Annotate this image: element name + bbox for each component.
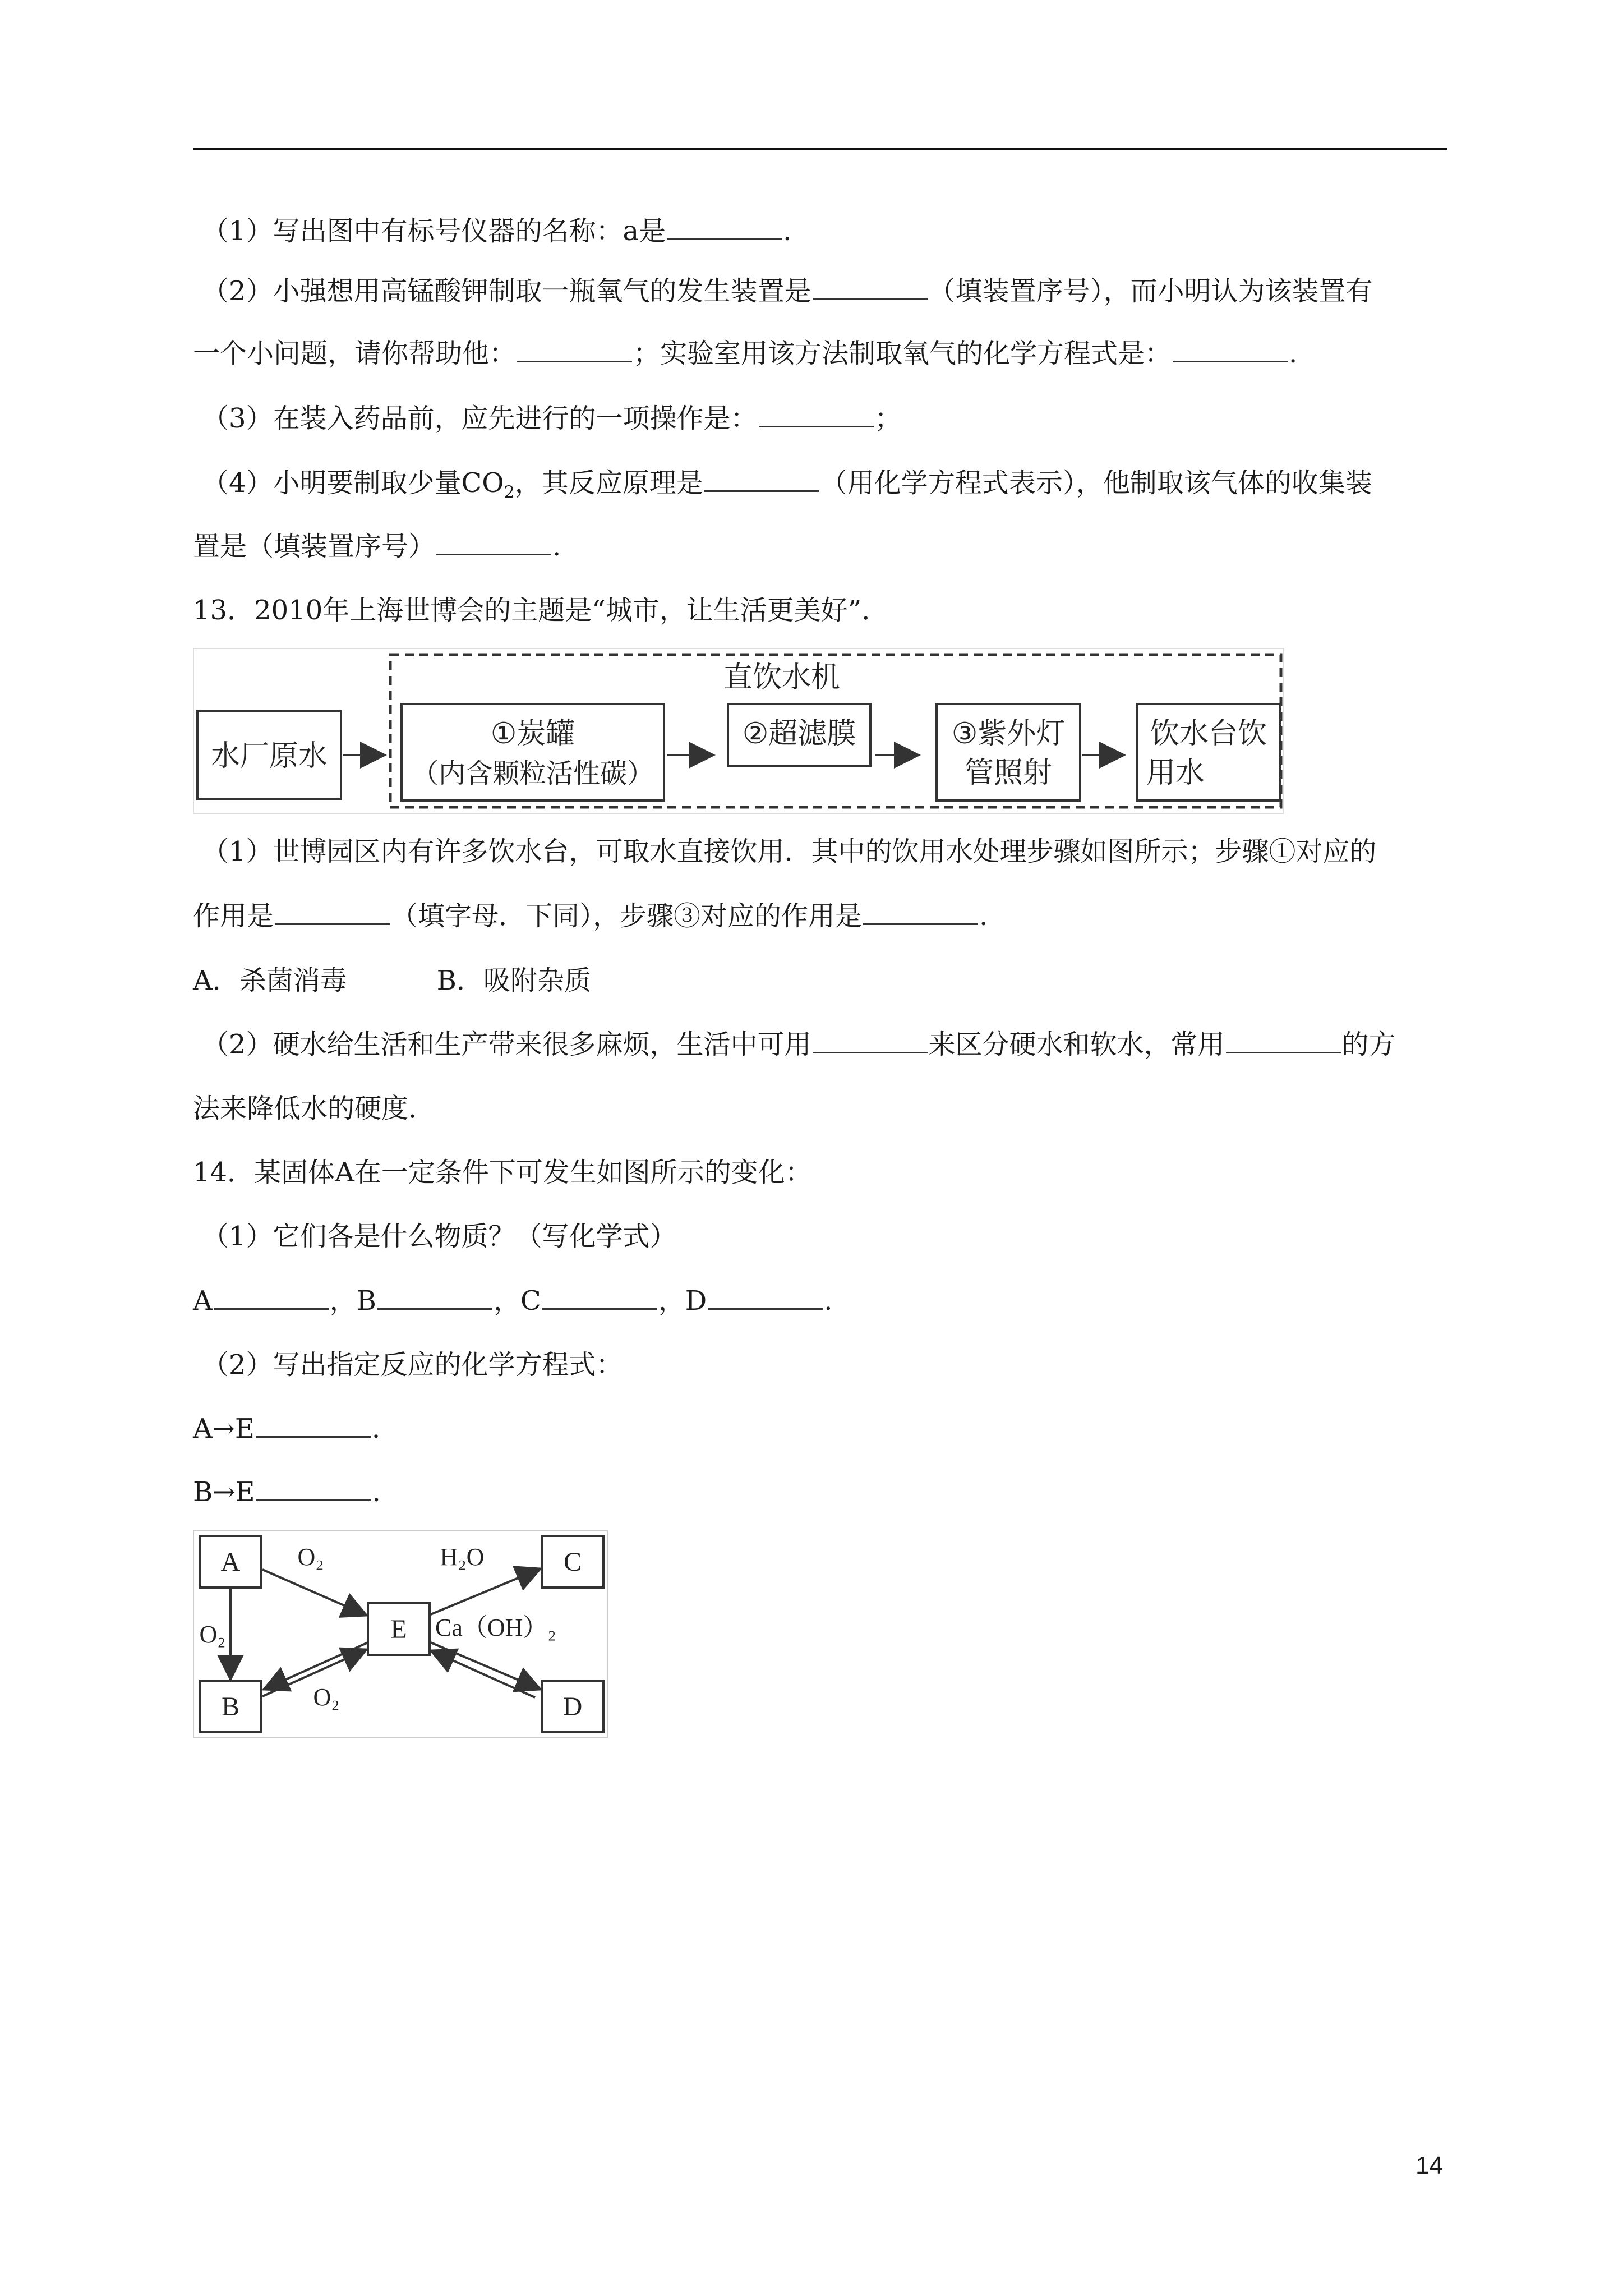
q12-part1: （1）写出图中有标号仪器的名称：a是 . [202, 215, 792, 247]
end-label-line2: 用水 [1146, 757, 1205, 789]
substance-transformation-diagram [193, 1530, 608, 1738]
answer-blank[interactable] [517, 338, 632, 362]
node-c-label: C [563, 1547, 582, 1577]
node-e-label: E [390, 1614, 407, 1644]
answer-blank[interactable] [813, 1029, 928, 1053]
answer-blank[interactable] [275, 901, 390, 925]
q12-part4-line1: （4）小明要制取少量$CO_2$，其反应原理是 （用化学方程式表示），他制取该气体的收集装 [202, 467, 1372, 503]
answer-blank[interactable] [256, 1477, 371, 1501]
q12-part4-line2: 置是（填装置序号） . [193, 531, 561, 562]
label-o2-a-e: O₂ [297, 1543, 324, 1571]
answer-blank[interactable] [813, 276, 928, 300]
q13-part1-line1: （1）世博园区内有许多饮水台，可取水直接饮用．其中的饮用水处理步骤如图所示；步骤①对应的 [202, 836, 1377, 867]
answer-blank[interactable] [863, 901, 978, 925]
answer-blank[interactable] [1173, 338, 1288, 362]
q13-part2-line1: （2）硬水给生活和生产带来很多麻烦，生活中可用 来区分硬水和软水，常用 的方 [202, 1029, 1396, 1060]
source-label: 水厂原水 [210, 740, 328, 772]
answer-blank[interactable] [1226, 1029, 1341, 1053]
label-caoh2: Ca（OH）₂ [435, 1614, 556, 1641]
header-rule [193, 148, 1447, 150]
q13-part2-line2: 法来降低水的硬度． [193, 1093, 436, 1124]
option-b: B．吸附杂质 [436, 965, 591, 996]
answer-blank[interactable] [256, 1414, 371, 1438]
label-o2-b-e: O₂ [313, 1683, 340, 1711]
q14-equation-2: B→E . [193, 1476, 381, 1508]
step1-label-line2: （内含颗粒活性碳） [411, 759, 654, 789]
answer-blank[interactable] [759, 403, 874, 427]
label-o2-a-b: O₂ [199, 1621, 226, 1648]
q14-part2: （2）写出指定反应的化学方程式： [202, 1349, 623, 1381]
node-b-label: B [221, 1692, 240, 1722]
q12-part2-line2: 一个小问题，请你帮助他： ；实验室用该方法制取氧气的化学方程式是： . [193, 338, 1298, 369]
step3-label-line2: 管照射 [964, 757, 1053, 789]
page-number: 14 [1415, 2152, 1443, 2179]
step1-label-line1: ①炭罐 [490, 717, 575, 750]
answer-blank[interactable] [377, 1286, 492, 1310]
answer-blank[interactable] [436, 531, 551, 555]
answer-blank[interactable] [667, 216, 782, 240]
option-a: A．杀菌消毒 [193, 965, 347, 996]
q13-options [193, 964, 591, 997]
node-d-label: D [562, 1692, 583, 1722]
q14-part1: （1）它们各是什么物质？（写化学式） [202, 1221, 677, 1252]
water-treatment-diagram [193, 648, 1284, 814]
q14-answers: A ，B ，C ，D . [193, 1285, 833, 1317]
step3-label-line1: ③紫外灯 [951, 717, 1066, 750]
label-h2o: H₂O [440, 1543, 485, 1571]
end-label-line1: 饮水台饮 [1150, 717, 1267, 750]
answer-blank[interactable] [708, 1286, 823, 1310]
q14-stem: 14．某固体A在一定条件下可发生如图所示的变化： [193, 1157, 812, 1188]
q12-part3: （3）在装入药品前，应先进行的一项操作是： ； [202, 403, 902, 434]
group-title: 直饮水机 [723, 661, 841, 694]
answer-blank[interactable] [704, 468, 819, 492]
node-a-label: A [220, 1547, 241, 1577]
q12-part2-line1: （2）小强想用高锰酸钾制取一瓶氧气的发生装置是 （填装置序号），而小明认为该装置有 [202, 275, 1373, 307]
answer-blank[interactable] [542, 1286, 657, 1310]
answer-blank[interactable] [214, 1286, 329, 1310]
q13-stem: 13．2010年上海世博会的主题是“城市，让生活更美好”． [193, 595, 889, 626]
q13-part1-line2: 作用是 （填字母．下同），步骤③对应的作用是 . [193, 900, 988, 932]
step2-label: ②超滤膜 [742, 717, 856, 750]
q14-equation-1: A→E . [193, 1413, 381, 1444]
